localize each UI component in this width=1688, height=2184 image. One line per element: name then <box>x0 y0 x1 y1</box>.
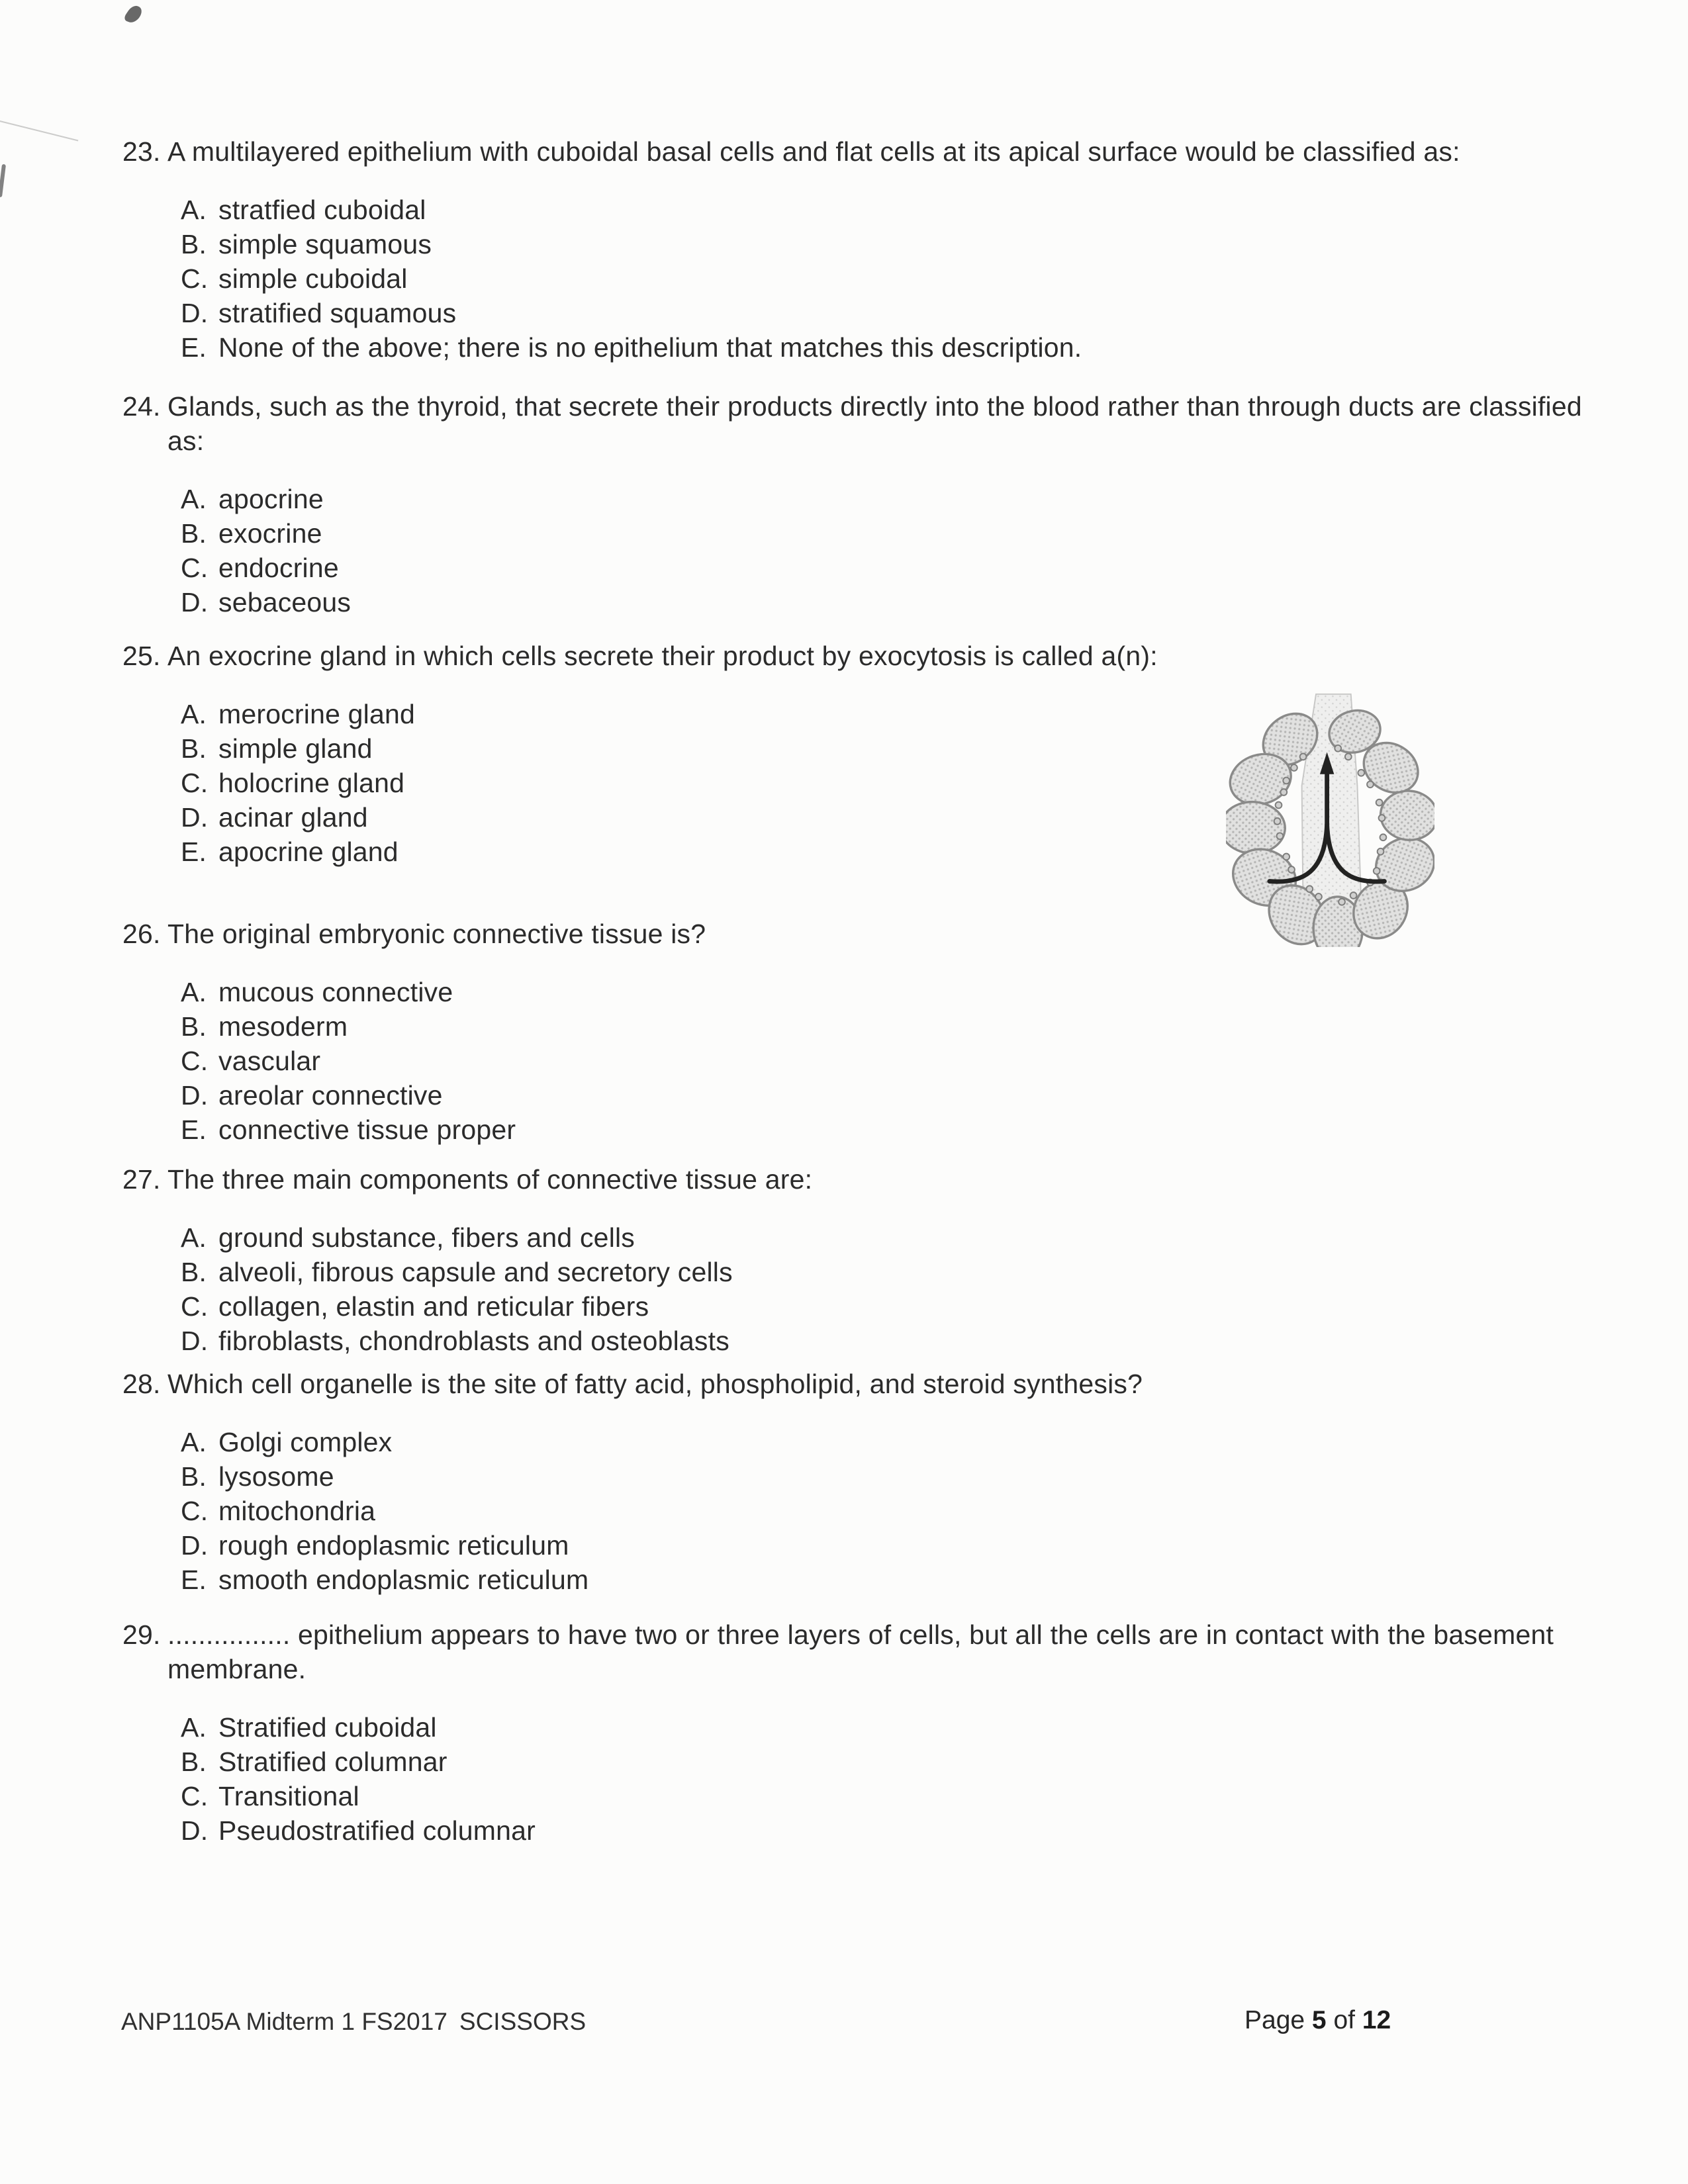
option-row <box>181 227 1645 261</box>
option-text: sebaceous <box>218 587 352 617</box>
options-list <box>181 1425 1645 1597</box>
option-letter: B. <box>181 1747 207 1777</box>
option-row <box>181 1710 1645 1745</box>
option-row <box>181 585 1645 619</box>
question-line <box>122 1162 1645 1197</box>
question-line <box>122 1617 1645 1652</box>
option-row <box>181 330 1645 365</box>
option-row <box>181 1324 1645 1358</box>
option-text: rough endoplasmic reticulum <box>218 1530 569 1561</box>
option-letter: B. <box>181 1011 207 1042</box>
option-letter: A. <box>181 1712 207 1743</box>
option-text: Transitional <box>218 1781 359 1811</box>
page-total: 12 <box>1362 2006 1391 2034</box>
option-letter: C. <box>181 1496 209 1526</box>
question-number: 28. <box>122 1369 161 1399</box>
option-text: mucous connective <box>218 977 453 1007</box>
question-block-23 <box>122 134 1645 365</box>
option-letter: B. <box>181 229 207 259</box>
option-text: simple cuboidal <box>218 263 408 294</box>
option-row <box>181 1220 1645 1255</box>
option-letter: E. <box>181 332 207 363</box>
question-number: 29. <box>122 1619 161 1650</box>
option-text: acinar gland <box>218 802 368 833</box>
footer-course-label: ANP1105A Midterm 1 FS2017 <box>121 2008 447 2035</box>
option-row <box>181 1459 1645 1494</box>
option-letter: D. <box>181 298 209 328</box>
question-text: The original embryonic connective tissue is? <box>167 919 706 949</box>
question-text-continuation: membrane. <box>167 1654 306 1684</box>
option-row <box>181 1813 1645 1848</box>
option-text: simple gland <box>218 733 373 764</box>
options-list <box>181 1710 1645 1848</box>
question-number: 26. <box>122 919 161 949</box>
option-text: Stratified columnar <box>218 1747 447 1777</box>
option-letter: D. <box>181 1815 209 1846</box>
question-block-26 <box>122 917 1645 1147</box>
option-row <box>181 551 1645 585</box>
page-label-prefix: Page <box>1244 2006 1312 2034</box>
question-line <box>122 389 1645 424</box>
option-text: apocrine gland <box>218 837 399 867</box>
option-row <box>181 1009 1645 1044</box>
question-text-continuation: as: <box>167 426 205 456</box>
option-row <box>181 1563 1645 1597</box>
option-letter: A. <box>181 1222 207 1253</box>
option-letter: D. <box>181 587 209 617</box>
option-row <box>181 482 1645 516</box>
option-row <box>181 1425 1645 1459</box>
option-letter: D. <box>181 802 209 833</box>
option-letter: A. <box>181 977 207 1007</box>
footer-page-indicator <box>1244 2005 1391 2036</box>
option-row <box>181 1745 1645 1779</box>
question-text: Glands, such as the thyroid, that secrete their products directly into the blood rather than through ducts are classified <box>167 391 1582 422</box>
option-letter: C. <box>181 553 209 583</box>
option-letter: E. <box>181 1565 207 1595</box>
option-row <box>181 1289 1645 1324</box>
option-row <box>181 516 1645 551</box>
options-list <box>181 193 1645 365</box>
option-row <box>181 296 1645 330</box>
question-block-24 <box>122 389 1645 619</box>
option-text: areolar connective <box>218 1080 443 1111</box>
option-letter: E. <box>181 837 207 867</box>
question-number: 24. <box>122 391 161 422</box>
question-number: 25. <box>122 641 161 671</box>
question-line <box>122 1367 1645 1401</box>
option-letter: D. <box>181 1080 209 1111</box>
option-letter: A. <box>181 1427 207 1457</box>
option-text: Golgi complex <box>218 1427 393 1457</box>
option-letter: A. <box>181 699 207 729</box>
option-row <box>181 261 1645 296</box>
option-text: endocrine <box>218 553 339 583</box>
option-letter: B. <box>181 1257 207 1287</box>
option-letter: A. <box>181 195 207 225</box>
option-letter: B. <box>181 1461 207 1492</box>
option-text: smooth endoplasmic reticulum <box>218 1565 589 1595</box>
question-number: 27. <box>122 1164 161 1195</box>
option-row <box>181 1113 1645 1147</box>
question-text: ................ epithelium appears to have two or three layers of cells, but all the cells are in contact with the basement <box>167 1619 1554 1650</box>
option-text: exocrine <box>218 518 322 549</box>
option-row <box>181 1255 1645 1289</box>
option-letter: C. <box>181 263 209 294</box>
option-text: Pseudostratified columnar <box>218 1815 536 1846</box>
option-text: Stratified cuboidal <box>218 1712 437 1743</box>
option-text: merocrine gland <box>218 699 415 729</box>
question-block-27 <box>122 1162 1645 1358</box>
question-text: Which cell organelle is the site of fatty acid, phospholipid, and steroid synthesis? <box>167 1369 1143 1399</box>
option-letter: B. <box>181 518 207 549</box>
option-text: stratfied cuboidal <box>218 195 426 225</box>
option-letter: A. <box>181 484 207 514</box>
page-number: 5 <box>1311 2006 1327 2034</box>
option-row <box>181 193 1645 227</box>
option-row <box>181 975 1645 1009</box>
option-text: collagen, elastin and reticular fibers <box>218 1291 649 1322</box>
option-row <box>181 1779 1645 1813</box>
question-text: An exocrine gland in which cells secrete their product by exocytosis is called a(n): <box>167 641 1158 671</box>
footer-keyword: SCISSORS <box>459 2008 586 2035</box>
option-text: simple squamous <box>218 229 432 259</box>
option-text: ground substance, fibers and cells <box>218 1222 635 1253</box>
option-text: vascular <box>218 1046 321 1076</box>
acinar-gland-figure <box>1226 689 1434 947</box>
question-text: A multilayered epithelium with cuboidal basal cells and flat cells at its apical surface would be classified as: <box>167 136 1460 167</box>
option-text: None of the above; there is no epithelium that matches this description. <box>218 332 1082 363</box>
option-letter: E. <box>181 1115 207 1145</box>
question-line <box>122 639 1645 673</box>
options-list <box>181 482 1645 619</box>
option-text: stratified squamous <box>218 298 457 328</box>
question-line <box>122 134 1645 169</box>
option-text: alveoli, fibrous capsule and secretory cells <box>218 1257 733 1287</box>
options-list <box>181 1220 1645 1358</box>
option-text: apocrine <box>218 484 324 514</box>
question-number: 23. <box>122 136 161 167</box>
question-block-28 <box>122 1367 1645 1597</box>
option-row <box>181 1044 1645 1078</box>
acinar-gland-diagram <box>1226 689 1434 947</box>
option-row <box>181 1494 1645 1528</box>
option-row <box>181 1078 1645 1113</box>
option-letter: C. <box>181 768 209 798</box>
option-letter: C. <box>181 1291 209 1322</box>
option-row <box>181 1528 1645 1563</box>
option-text: holocrine gland <box>218 768 405 798</box>
page-label-of: of <box>1326 2006 1362 2034</box>
footer <box>121 2007 586 2036</box>
options-list <box>181 975 1645 1147</box>
option-letter: D. <box>181 1530 209 1561</box>
option-text: fibroblasts, chondroblasts and osteoblasts <box>218 1326 729 1356</box>
option-text: connective tissue proper <box>218 1115 516 1145</box>
option-letter: C. <box>181 1046 209 1076</box>
option-letter: D. <box>181 1326 209 1356</box>
option-text: mesoderm <box>218 1011 348 1042</box>
option-letter: B. <box>181 733 207 764</box>
option-text: lysosome <box>218 1461 334 1492</box>
question-block-29 <box>122 1617 1645 1848</box>
question-text: The three main components of connective tissue are: <box>167 1164 813 1195</box>
option-letter: C. <box>181 1781 209 1811</box>
option-text: mitochondria <box>218 1496 376 1526</box>
